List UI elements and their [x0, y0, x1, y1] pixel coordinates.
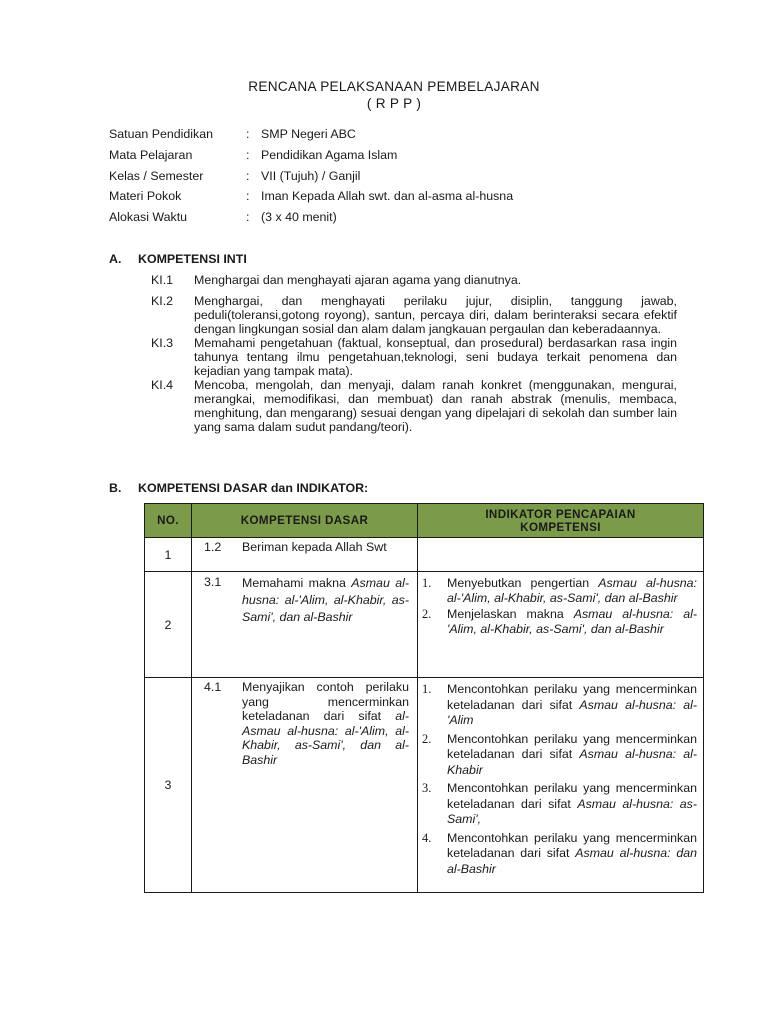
indicator-number: 3.: [422, 781, 432, 795]
indicator-item: [422, 682, 697, 729]
kd-number: 1.2: [204, 540, 222, 554]
header-indikator-line-1: INDIKATOR PENCAPAIAN: [485, 507, 636, 521]
indicator-number: 1.: [422, 576, 432, 590]
indicator-text-plain: Menjelaskan makna: [447, 607, 574, 621]
indicator-text: [447, 781, 697, 828]
kd-text: [242, 540, 409, 555]
row-number: 3: [145, 678, 192, 893]
section-letter: B.: [109, 481, 122, 495]
indicator-cell: [418, 572, 704, 678]
ki-number: KI.4: [151, 378, 174, 392]
info-value: Iman Kepada Allah swt. dan al-asma al-husna: [261, 189, 514, 204]
section-title: KOMPETENSI DASAR dan INDIKATOR:: [138, 481, 369, 495]
indicator-cell: [418, 678, 704, 893]
indicator-item: [422, 576, 697, 605]
info-label: Alokasi Waktu: [109, 210, 188, 225]
ki-number: KI.1: [151, 273, 174, 287]
info-value: VII (Tujuh) / Ganjil: [261, 168, 361, 183]
indicator-text-plain: Mencontohkan perilaku yang mencerminkan keteladanan dari sifat: [447, 731, 697, 761]
indicator-text: [447, 576, 697, 605]
ki-item: [151, 378, 677, 434]
ki-item: [151, 294, 677, 336]
info-row: [109, 210, 513, 231]
indicator-text: [447, 732, 697, 779]
section-letter: A.: [109, 252, 122, 266]
info-row: [109, 127, 513, 148]
kd-cell: [192, 538, 418, 572]
indicator-item: [422, 732, 697, 779]
info-label: Mata Pelajaran: [109, 147, 193, 162]
kompetensi-dasar-table: [144, 503, 704, 893]
info-label: Materi Pokok: [109, 189, 182, 204]
identity-block: [109, 127, 513, 231]
indicator-text: [447, 831, 697, 878]
indicator-number: 2.: [422, 607, 432, 621]
kd-number: 3.1: [204, 575, 222, 589]
kd-text-italic: Asmau al-husna: al-'Alim, al-Khabir, as-Sami', dan al-Bashir: [242, 576, 409, 624]
document-title: [0, 78, 768, 112]
section-title: KOMPETENSI INTI: [138, 252, 247, 266]
row-number: 2: [145, 572, 192, 678]
info-value: Pendidikan Agama Islam: [261, 147, 398, 162]
kd-text-italic: al-Asmau al-husna: al-'Alim, al-Khabir, as-Sami', dan al-Bashir: [242, 709, 409, 767]
indicator-cell: [418, 538, 704, 572]
table-row: [145, 678, 704, 893]
title-line-1: RENCANA PELAKSANAAN PEMBELAJARAN: [248, 79, 540, 94]
info-row: [109, 148, 513, 169]
info-colon: :: [246, 127, 250, 141]
kompetensi-inti-list: [151, 273, 677, 434]
info-colon: :: [246, 168, 250, 183]
info-colon: :: [246, 189, 250, 204]
header-indikator-line-2: KOMPETENSI: [520, 520, 601, 534]
ki-number: KI.2: [151, 294, 174, 308]
ki-text: Menghargai, dan menghayati perilaku jujur, disiplin, tanggung jawab, peduli(toleransi,gotong royong), santun, percaya diri, dalam berinteraksi secara efektif dengan lingkungan sosial dan alam dalam jangkauan pergaulan dan keberadaannya.: [194, 294, 677, 336]
title-line-2: ( R P P ): [366, 96, 422, 111]
indicator-number: 2.: [422, 731, 432, 746]
info-colon: :: [246, 210, 250, 225]
indicator-number: 4.: [422, 830, 432, 845]
kd-cell: [192, 572, 418, 678]
indicator-item: [422, 781, 697, 828]
info-colon: :: [246, 147, 250, 162]
indicator-item: [422, 607, 697, 636]
indicator-text-italic: Asmau al-husna: as-Sami',: [447, 796, 697, 826]
info-row: [109, 169, 513, 190]
ki-number: KI.3: [151, 336, 174, 350]
indicator-text-italic: Asmau al-husna: al-'Alim, al-Khabir, as-Sami', dan al-Bashir: [447, 607, 697, 636]
info-value: SMP Negeri ABC: [261, 127, 356, 141]
indicator-text-italic: Asmau al-husna: al-'Alim, al-Khabir, as-Sami', dan al-Bashir: [447, 576, 697, 605]
header-kompetensi-dasar: KOMPETENSI DASAR: [192, 504, 418, 538]
indicator-text-plain: Mencontohkan perilaku yang mencerminkan keteladanan dari sifat: [447, 781, 697, 811]
table-row: [145, 538, 704, 572]
header-indikator: [418, 504, 704, 538]
info-value: (3 x 40 menit): [261, 210, 337, 225]
kd-number: 4.1: [204, 680, 222, 694]
kd-cell: [192, 678, 418, 893]
kd-text-plain: Memahami makna: [242, 576, 352, 590]
indicator-text-italic: Asmau al-husna: al-Khabir: [447, 747, 697, 777]
kd-text-plain: Beriman kepada Allah Swt: [242, 540, 387, 554]
section-b-heading: [109, 481, 368, 495]
indicator-number: 1.: [422, 682, 432, 696]
indicator-item: [422, 831, 697, 878]
table-row: [145, 572, 704, 678]
indicator-text: [447, 682, 697, 729]
ki-text: Memahami pengetahuan (faktual, konseptual, dan prosedural) berdasarkan rasa ingin tahunya tentang ilmu pengetahuan,teknologi, seni budaya terkait penomena dan kejadian yang tampak mata).: [194, 336, 677, 378]
info-label: Kelas / Semester: [109, 168, 204, 183]
ki-item: [151, 273, 677, 287]
ki-text: Menghargai dan menghayati ajaran agama yang dianutnya.: [194, 273, 522, 287]
kd-text-plain: Menyajikan contoh perilaku yang mencerminkan keteladanan dari sifat: [242, 680, 409, 723]
ki-item: [151, 336, 677, 378]
indicator-text-italic: Asmau al-husna: al-'Alim: [447, 697, 697, 727]
indicator-text-plain: Mencontohkan perilaku yang mencerminkan keteladanan dari sifat: [447, 682, 697, 712]
info-row: [109, 189, 513, 210]
info-label: Satuan Pendidikan: [109, 127, 214, 141]
row-number: 1: [145, 538, 192, 572]
indicator-text-plain: Menyebutkan pengertian: [447, 576, 599, 590]
header-no: NO.: [145, 504, 192, 538]
ki-text: Mencoba, mengolah, dan menyaji, dalam ranah konkret (menggunakan, mengurai, merangkai, memodifikasi, dan membuat) dan ranah abstrak (menulis, membaca, menghitung, dan mengarang) sesuai dengan yang dipelajari di sekolah dan sumber lain yang sama dalam sudut pandang/teori).: [194, 378, 677, 434]
indicator-text: [447, 607, 697, 636]
section-a-heading: [109, 252, 247, 266]
indicator-text-plain: Mencontohkan perilaku yang mencerminkan keteladanan dari sifat: [447, 830, 697, 860]
kd-text: [242, 575, 409, 626]
table-header-row: [145, 504, 704, 538]
indicator-text-italic: Asmau al-husna: dan al-Bashir: [447, 846, 697, 876]
kd-text: [242, 680, 409, 767]
